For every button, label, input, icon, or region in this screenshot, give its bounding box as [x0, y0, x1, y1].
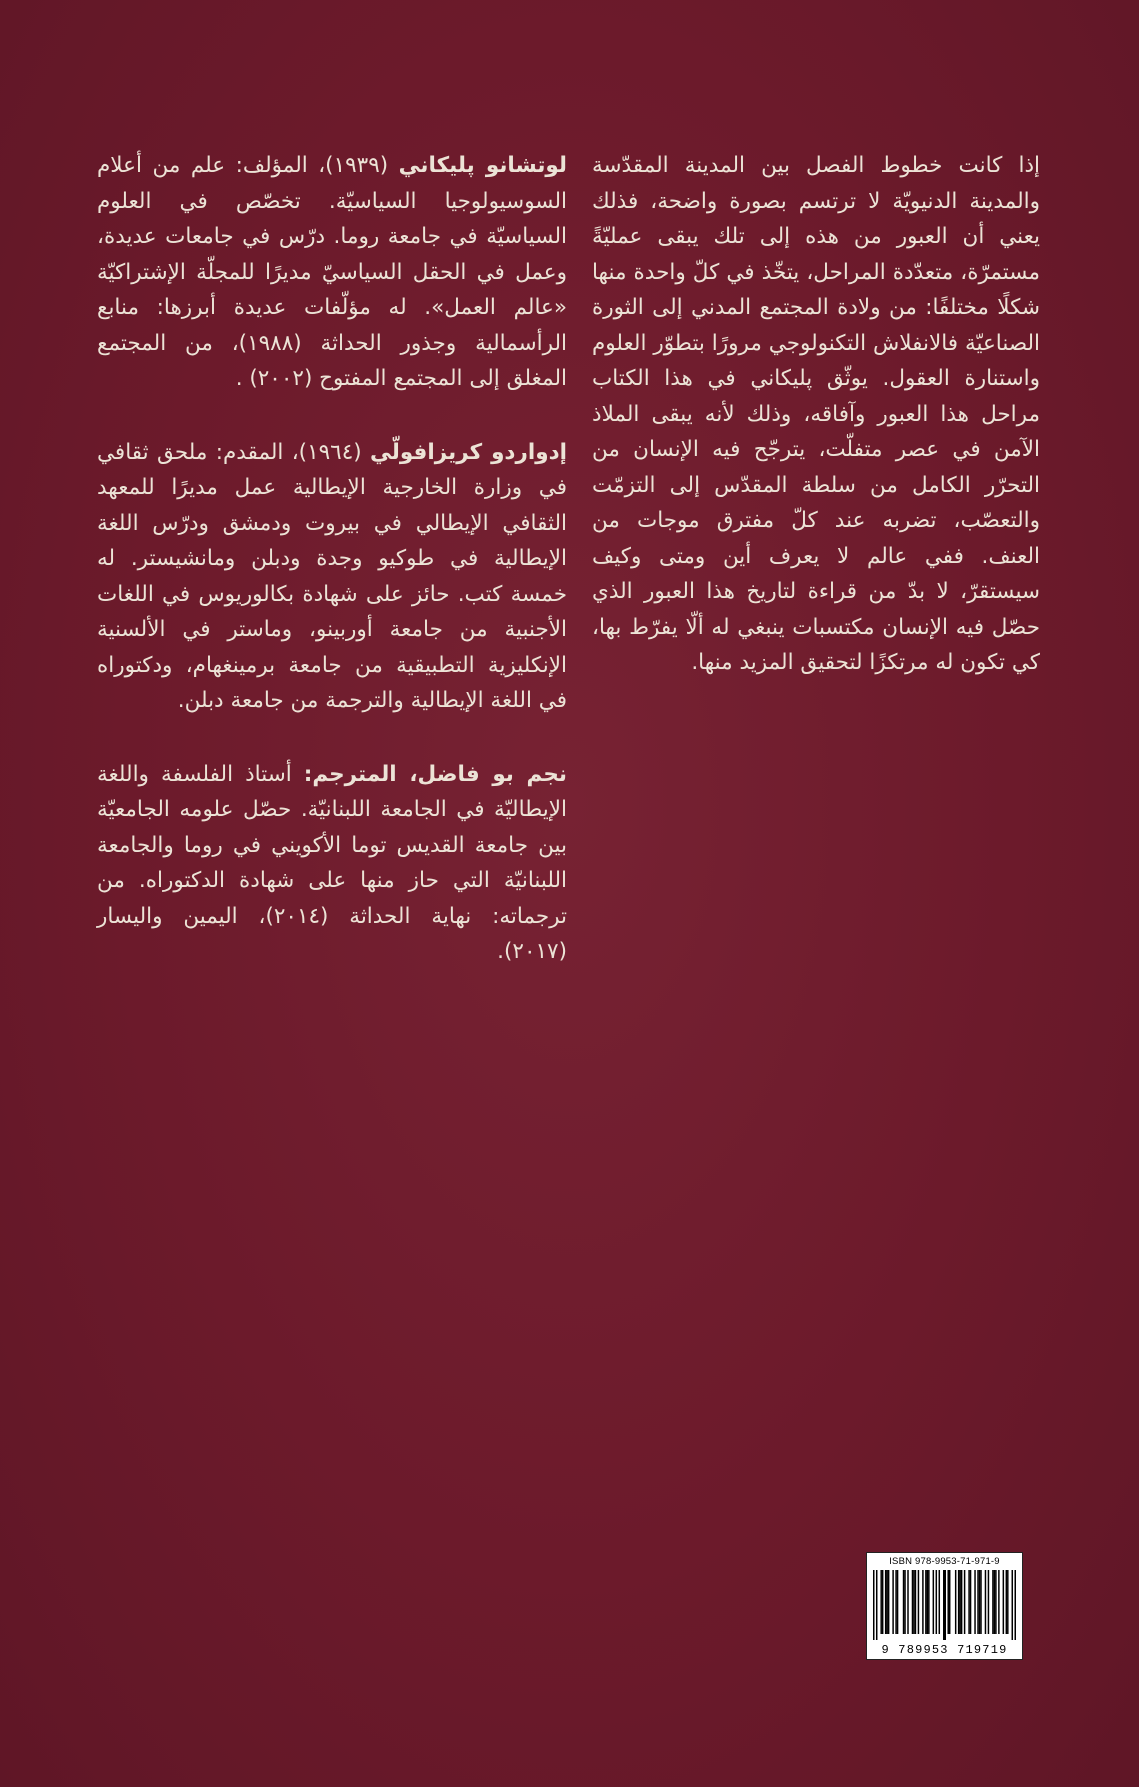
book-blurb: إذا كانت خطوط الفصل بين المدينة المقدّسة والمدينة الدنيويّة لا ترتسم بصورة واضحة، فذلك يعني أن العبور من هذه إلى تلك يبقى عمليّةً مستمرّة، متعدّدة المراحل، يتخّذ في كلّ واحدة منها شكلًا مختلفًا: من ولادة المجتمع المدني إلى الثورة الصناعيّة فالانفلاش التكنولوجي مرورًا بتطوّر العلوم واستنارة العقول. يوثّق پليكاني في هذا الكتاب مراحل هذا العبور وآفاقه، وذلك لأنه يبقى الملاذ الآمن في عصر متفلّت، يترجّح فيه الإنسان من التحرّر الكامل من سلطة المقدّس إلى التزمّت والتعصّب، تضربه عند كلّ مفترق موجات من العنف. ففي عالم لا يعرف أين ومتى وكيف سيستقرّ، لا بدّ من قراءة لتاريخ هذا العبور الذي حصّل فيه الإنسان مكتسبات ينبغي له ألّا يفرّط بها، كي تكون له مرتكزًا لتحقيق المزيد منها. — [592, 153, 1040, 675]
introducer-name: إدواردو كريزافولّي — [370, 439, 567, 465]
barcode-digits: 9 789953 719719 — [881, 1643, 1008, 1657]
introducer-bio-text: (١٩٦٤)، المقدم: ملحق ثقافي في وزارة الخارجية الإيطالية عمل مديرًا للمعهد الثقافي الإيطالي في بيروت ودمشق ودرّس اللغة الإيطالية في طوكيو وجدة ودبلن ومانشيستر. له خمسة كتب. حائز على شهادة بكالوريوس في اللغات الأجنبية من جامعة أوربينو، وماستر في الألسنية الإنكليزية التطبيقية من جامعة برمينغهام، ودكتوراه في اللغة الإيطالية والترجمة من جامعة دبلن. — [97, 439, 567, 713]
author-bio-text: (١٩٣٩)، المؤلف: علم من أعلام السوسيولوجيا السياسيّة. تخصّص في العلوم السياسيّة في جامعة روما. درّس في جامعات عديدة، وعمل في الحقل السياسيّ مديرًا للمجلّة الإشتراكيّة «عالم العمل». له مؤلّفات عديدة أبرزها: منابع الرأسمالية وجذور الحداثة (١٩٨٨)، من المجتمع المغلق إلى المجتمع المفتوح (٢٠٠٢) . — [97, 153, 567, 391]
translator-bio-text: أستاذ الفلسفة واللغة الإيطاليّة في الجامعة اللبنانيّة. حصّل علومه الجامعيّة بين جامعة القديس توما الأكويني في روما والجامعة اللبنانيّة التي حاز منها على شهادة الدكتوراه. من ترجماته: نهاية الحداثة (٢٠١٤)، اليمين واليسار (٢٠١٧). — [97, 761, 567, 964]
book-blurb-column — [592, 148, 1040, 681]
author-bio — [97, 148, 567, 397]
barcode-bars — [873, 1570, 1016, 1640]
introducer-bio — [97, 435, 567, 719]
isbn-label: ISBN 978-9953-71-971-9 — [889, 1556, 1000, 1567]
translator-bio — [97, 757, 567, 970]
isbn-barcode — [866, 1552, 1023, 1660]
author-bios-column — [97, 148, 567, 1008]
translator-name: نجم بو فاضل، المترجم: — [303, 761, 567, 787]
author-name: لوتشانو پليكاني — [398, 153, 567, 178]
